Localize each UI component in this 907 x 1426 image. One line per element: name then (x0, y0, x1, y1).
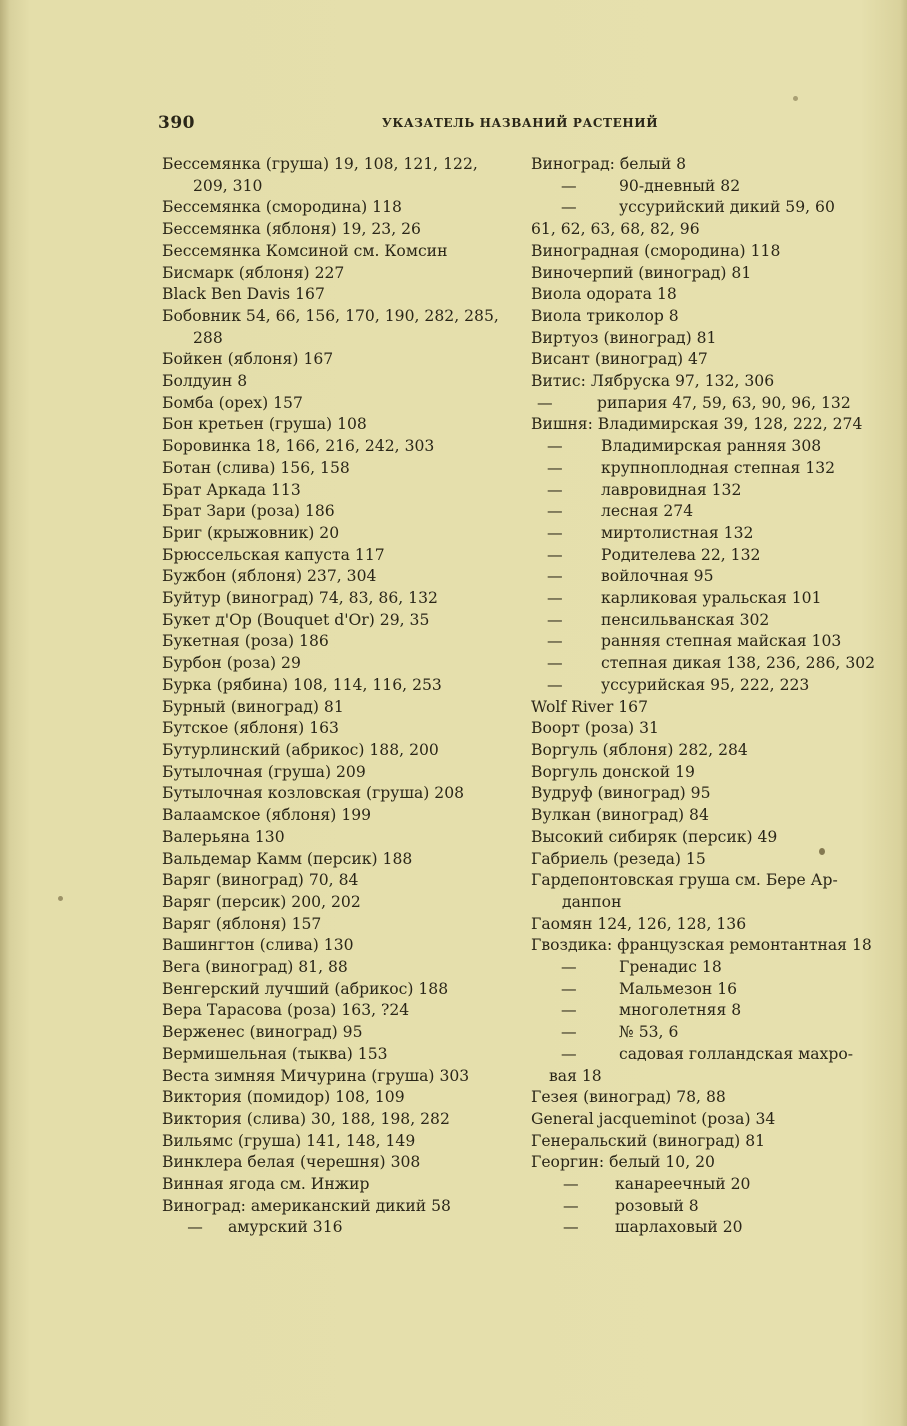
index-entry: Воргуль (яблоня) 282, 284 (531, 740, 748, 759)
subentry-text: крупноплодная степная 132 (601, 458, 836, 477)
index-entry: Бон кретьен (груша) 108 (162, 415, 367, 434)
index-entry: Генеральский (виноград) 81 (531, 1131, 766, 1150)
index-entry: Воргуль донской 19 (531, 762, 695, 781)
index-entry: Висант (виноград) 47 (531, 350, 708, 369)
index-subentry (531, 1174, 876, 1196)
index-entry: Габриель (резеда) 15 (531, 849, 706, 868)
index-subentry (531, 610, 876, 632)
index-entry: Веста зимняя Мичурина (груша) 303 (162, 1066, 470, 1085)
subentry-text: Мальмезон 16 (619, 979, 738, 998)
paper-speck (58, 896, 63, 901)
index-entry: Виктория (помидор) 108, 109 (162, 1088, 405, 1107)
index-entry: Гаомян 124, 126, 128, 136 (531, 914, 747, 933)
index-entry: Бойкен (яблоня) 167 (162, 350, 334, 369)
subentry-text: розовый 8 (615, 1196, 699, 1215)
index-column-left (162, 154, 508, 1239)
index-entry: Виночерпий (виноград) 81 (531, 263, 752, 282)
index-subentry (531, 480, 876, 502)
subentry-text: канареечный 20 (615, 1175, 751, 1194)
index-entry: Брат Зари (роза) 186 (162, 502, 335, 521)
subentry-text: пенсильванская 302 (601, 610, 770, 629)
index-entry: Брат Аркада 113 (162, 480, 301, 499)
subentry-text: степная дикая 138, 236, 286, 302 (601, 654, 876, 673)
index-entry-continuation: вая 18 (549, 1066, 602, 1085)
index-entry: Вальдемар Камм (персик) 188 (162, 849, 413, 868)
index-entry: Гвоздика: французская ремонтантная 18 (531, 936, 872, 955)
dash-mark: — (187, 1218, 203, 1237)
index-entry-continuation: данпон (562, 892, 622, 911)
index-entry: Гардепонтовская груша см. Бере Ар- (531, 871, 838, 890)
dash-mark: — (561, 1023, 577, 1042)
index-entry: Бурный (виноград) 81 (162, 697, 344, 716)
dash-mark: — (563, 1175, 579, 1194)
index-entry: Вишня: Владимирская 39, 128, 222, 274 (531, 415, 863, 434)
index-subentry (531, 176, 876, 198)
dash-mark: — (547, 589, 563, 608)
index-entry: Вильямс (груша) 141, 148, 149 (162, 1131, 416, 1150)
page-number: 390 (158, 113, 195, 133)
subentry-text: многолетняя 8 (619, 1001, 742, 1020)
index-entry: Wolf River 167 (531, 697, 649, 716)
index-subentry (531, 523, 876, 545)
index-entry: Бессемянка Комсиной см. Комсин (162, 241, 448, 260)
dash-mark: — (547, 567, 563, 586)
index-entry: Бессемянка (смородина) 118 (162, 198, 402, 217)
index-entry: Винклера белая (черешня) 308 (162, 1153, 421, 1172)
index-entry: Бутылочная козловская (груша) 208 (162, 784, 465, 803)
index-subentry (531, 1196, 876, 1218)
subentry-text: уссурийская 95, 222, 223 (601, 675, 810, 694)
index-entry: Верженес (виноград) 95 (162, 1023, 363, 1042)
dash-mark: — (561, 1001, 577, 1020)
dash-mark: — (547, 437, 563, 456)
index-subentry (531, 653, 876, 675)
index-entry: Виктория (слива) 30, 188, 198, 282 (162, 1109, 450, 1128)
index-entry: Виола одората 18 (531, 285, 677, 304)
dash-mark: — (561, 176, 577, 195)
index-subentry (531, 1000, 876, 1022)
index-entry: Варяг (виноград) 70, 84 (162, 871, 359, 890)
dash-mark: — (561, 958, 577, 977)
paper-speck (793, 96, 798, 101)
index-entry: Бобовник 54, 66, 156, 170, 190, 282, 285, (162, 306, 499, 325)
dash-mark: — (547, 654, 563, 673)
index-subentry (162, 1217, 508, 1239)
subentry-text: № 53, 6 (619, 1023, 679, 1042)
index-entry: Вулкан (виноград) 84 (531, 806, 709, 825)
index-entry: Гезея (виноград) 78, 88 (531, 1088, 726, 1107)
index-entry: Виноград: американский дикий 58 (162, 1196, 451, 1215)
index-subentry (531, 501, 876, 523)
index-entry: Бутурлинский (абрикос) 188, 200 (162, 740, 439, 759)
index-entry: Вудруф (виноград) 95 (531, 784, 711, 803)
subentry-text: лесная 274 (601, 502, 694, 521)
running-head: УКАЗАТЕЛЬ НАЗВАНИЙ РАСТЕНИЙ (382, 116, 659, 130)
subentry-text: Родителева 22, 132 (601, 545, 761, 564)
index-entry: Высокий сибиряк (персик) 49 (531, 827, 778, 846)
index-entry: Болдуин 8 (162, 372, 248, 391)
index-entry: Ботан (слива) 156, 158 (162, 458, 350, 477)
index-entry-continuation: 61, 62, 63, 68, 82, 96 (531, 220, 700, 239)
dash-mark: — (547, 523, 563, 542)
dash-mark: — (537, 393, 553, 412)
index-entry: Бессемянка (груша) 19, 108, 121, 122, (162, 155, 478, 173)
index-subentry (531, 957, 876, 979)
dash-mark: — (561, 198, 577, 217)
index-subentry (531, 1044, 876, 1066)
index-entry-continuation: 209, 310 (193, 176, 263, 195)
index-entry: Бутылочная (груша) 209 (162, 762, 366, 781)
index-entry: Валерьяна 130 (162, 827, 285, 846)
index-entry: Виола триколор 8 (531, 306, 679, 325)
index-entry: Буйтур (виноград) 74, 83, 86, 132 (162, 589, 438, 608)
subentry-text: Владимирская ранняя 308 (601, 437, 822, 456)
index-entry: Бурка (рябина) 108, 114, 116, 253 (162, 675, 442, 694)
index-entry: Букетная (роза) 186 (162, 632, 329, 651)
subentry-text: рипария 47, 59, 63, 90, 96, 132 (597, 393, 851, 412)
index-entry: Вашингтон (слива) 130 (162, 936, 354, 955)
index-column-right (531, 154, 876, 1239)
index-entry: Бессемянка (яблоня) 19, 23, 26 (162, 220, 421, 239)
dash-mark: — (547, 458, 563, 477)
index-entry: Бисмарк (яблоня) 227 (162, 263, 345, 282)
index-entry: Варяг (персик) 200, 202 (162, 892, 361, 911)
index-subentry (531, 1217, 876, 1239)
dash-mark: — (563, 1218, 579, 1237)
index-entry: Бомба (орех) 157 (162, 393, 303, 412)
index-entry: Виртуоз (виноград) 81 (531, 328, 717, 347)
index-entry: Георгин: белый 10, 20 (531, 1153, 715, 1172)
subentry-text: 90-дневный 82 (619, 176, 741, 195)
dash-mark: — (547, 610, 563, 629)
index-entry: Виноград: белый 8 (531, 155, 687, 173)
index-subentry (531, 631, 876, 653)
index-entry: Валаамское (яблоня) 199 (162, 806, 372, 825)
dash-mark: — (547, 545, 563, 564)
index-subentry (531, 979, 876, 1001)
dash-mark: — (547, 675, 563, 694)
dash-mark: — (563, 1196, 579, 1215)
index-entry: Винная ягода см. Инжир (162, 1175, 370, 1194)
index-entry: Виноградная (смородина) 118 (531, 241, 781, 260)
index-subentry (531, 675, 876, 697)
subentry-text: шарлаховый 20 (615, 1218, 743, 1237)
index-subentry (531, 588, 876, 610)
index-subentry (531, 458, 876, 480)
dash-mark: — (547, 480, 563, 499)
index-entry: Витис: Лябруска 97, 132, 306 (531, 372, 775, 391)
index-entry: Бурбон (роза) 29 (162, 654, 301, 673)
subentry-text: садовая голландская махро- (619, 1044, 853, 1063)
index-entry: Варяг (яблоня) 157 (162, 914, 322, 933)
dash-mark: — (547, 632, 563, 651)
index-subentry (531, 197, 876, 219)
index-entry-continuation: 288 (193, 328, 223, 347)
index-entry: Вега (виноград) 81, 88 (162, 958, 348, 977)
index-entry: Black Ben Davis 167 (162, 285, 325, 304)
index-entry: Вера Тарасова (роза) 163, ?24 (162, 1001, 410, 1020)
index-subentry (531, 545, 876, 567)
subentry-text: амурский 316 (228, 1218, 343, 1237)
dash-mark: — (547, 502, 563, 521)
index-subentry (531, 1022, 876, 1044)
index-entry: Боровинка 18, 166, 216, 242, 303 (162, 437, 435, 456)
index-entry: Венгерский лучший (абрикос) 188 (162, 979, 449, 998)
index-subentry (531, 566, 876, 588)
index-entry: Букет д'Ор (Bouquet d'Or) 29, 35 (162, 610, 430, 629)
index-entry: General jacqueminot (роза) 34 (531, 1109, 776, 1128)
index-subentry (531, 436, 876, 458)
index-entry: Вермишельная (тыква) 153 (162, 1044, 388, 1063)
dash-mark: — (561, 979, 577, 998)
index-entry: Воорт (роза) 31 (531, 719, 659, 738)
subentry-text: Гренадис 18 (619, 958, 722, 977)
subentry-text: лавровидная 132 (601, 480, 742, 499)
index-entry: Бриг (крыжовник) 20 (162, 523, 340, 542)
subentry-text: войлочная 95 (601, 567, 714, 586)
subentry-text: уссурийский дикий 59, 60 (619, 198, 835, 217)
index-entry: Бутское (яблоня) 163 (162, 719, 339, 738)
subentry-text: миртолистная 132 (601, 523, 754, 542)
index-subentry (531, 393, 876, 415)
index-entry: Бужбон (яблоня) 237, 304 (162, 567, 377, 586)
dash-mark: — (561, 1044, 577, 1063)
subentry-text: ранняя степная майская 103 (601, 632, 842, 651)
index-entry: Брюссельская капуста 117 (162, 545, 385, 564)
subentry-text: карликовая уральская 101 (601, 589, 822, 608)
